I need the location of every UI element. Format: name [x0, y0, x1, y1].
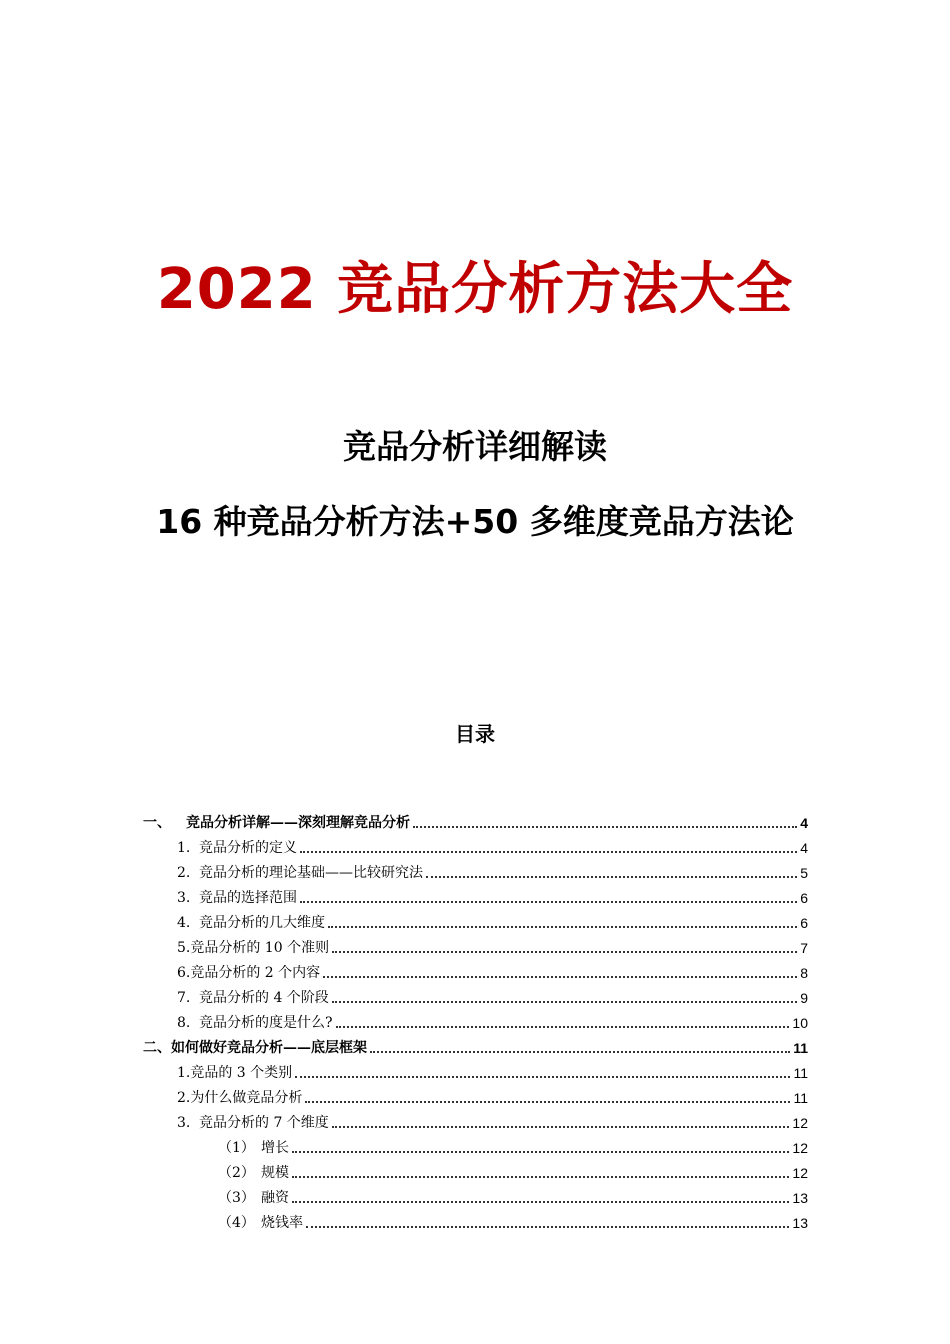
toc-entry[interactable] — [143, 1183, 808, 1208]
toc-leader-dots — [332, 1000, 797, 1003]
toc-leader-dots — [323, 975, 797, 978]
toc-leader-dots — [426, 875, 797, 878]
toc-entry-text: 二、如何做好竞品分析——底层框架 — [143, 1040, 367, 1056]
toc-entry-text: 融资 — [261, 1190, 289, 1206]
toc-entry[interactable] — [143, 983, 808, 1008]
subtitle-2: 16 种竞品分析方法+50 多维度竞品方法论 — [156, 502, 794, 541]
toc-entry-page: 5 — [800, 865, 808, 881]
toc-entry-number: 2. — [177, 865, 191, 881]
toc-entry-number: （4） — [218, 1215, 255, 1231]
toc-entry-page: 6 — [800, 890, 808, 906]
toc-entry-number: （1） — [218, 1140, 255, 1156]
toc-entry-text: 竞品分析的 7 个维度 — [199, 1115, 329, 1131]
toc-entry-number: （3） — [218, 1190, 255, 1206]
toc-leader-dots — [306, 1225, 789, 1228]
toc-leader-dots — [295, 1075, 790, 1078]
toc-entry-number: 一、 — [143, 815, 171, 831]
toc-entry[interactable] — [143, 1158, 808, 1183]
toc-leader-dots — [328, 925, 797, 928]
toc-entry[interactable] — [143, 958, 808, 983]
toc-leader-dots — [413, 825, 797, 828]
toc-leader-dots — [292, 1175, 789, 1178]
toc-entry[interactable] — [143, 1008, 808, 1033]
toc-entry-text: 竞品分析的度是什么? — [199, 1015, 333, 1031]
toc-entry-page: 4 — [800, 840, 808, 856]
toc-entry-text: 2.为什么做竞品分析 — [177, 1090, 303, 1106]
toc-entry-text: 竞品的选择范围 — [199, 890, 297, 906]
subtitle-1: 竞品分析详细解读 — [343, 427, 607, 466]
toc-entry[interactable] — [143, 1108, 808, 1133]
toc-entry[interactable] — [143, 933, 808, 958]
toc-entry-text: 规模 — [261, 1165, 289, 1181]
toc-entry[interactable] — [143, 1058, 808, 1083]
toc-entry-text: 竞品分析的定义 — [199, 840, 297, 856]
toc-entry[interactable] — [143, 1208, 808, 1233]
toc-leader-dots — [292, 1150, 789, 1153]
toc-entry-number: 1. — [177, 840, 191, 856]
toc-entry-page: 13 — [792, 1190, 808, 1206]
document-title: 2022 竞品分析方法大全 — [156, 257, 794, 322]
toc-entry[interactable] — [143, 1033, 808, 1058]
toc-leader-dots — [370, 1050, 790, 1053]
toc-leader-dots — [336, 1025, 790, 1028]
toc-leader-dots — [332, 1125, 790, 1128]
toc-entry-page: 9 — [800, 990, 808, 1006]
toc-entry-page: 11 — [793, 1065, 808, 1081]
toc-entry-page: 12 — [792, 1115, 808, 1131]
toc-entry[interactable] — [143, 1083, 808, 1108]
toc-entry-number: 4. — [177, 915, 191, 931]
toc-entry-text: 5.竞品分析的 10 个准则 — [177, 940, 330, 956]
toc-entry-number: 3. — [177, 1115, 191, 1131]
toc-heading: 目录 — [455, 722, 495, 746]
toc-entry-text: 竞品分析详解——深刻理解竞品分析 — [186, 815, 410, 831]
toc-entry-page: 11 — [793, 1040, 808, 1056]
toc-entry[interactable] — [143, 883, 808, 908]
toc-entry-text: 1.竞品的 3 个类别 — [177, 1065, 293, 1081]
toc-entry-number: 3. — [177, 890, 191, 906]
toc-leader-dots — [292, 1200, 789, 1203]
toc-entry-page: 7 — [800, 940, 808, 956]
table-of-contents — [143, 808, 808, 1233]
toc-entry-page: 13 — [792, 1215, 808, 1231]
toc-leader-dots — [300, 900, 797, 903]
toc-entry-text: 增长 — [261, 1140, 289, 1156]
toc-entry[interactable] — [143, 833, 808, 858]
toc-leader-dots — [300, 850, 797, 853]
toc-entry-page: 10 — [792, 1015, 808, 1031]
toc-entry[interactable] — [143, 858, 808, 883]
toc-entry-page: 12 — [792, 1165, 808, 1181]
toc-entry-page: 4 — [800, 815, 808, 831]
toc-entry-number: 7. — [177, 990, 191, 1006]
toc-entry-number: （2） — [218, 1165, 255, 1181]
toc-entry-page: 8 — [800, 965, 808, 981]
toc-entry[interactable] — [143, 808, 808, 833]
toc-entry-text: 烧钱率 — [261, 1215, 303, 1231]
toc-entry-number: 8. — [177, 1015, 191, 1031]
toc-entry-text: 竞品分析的 4 个阶段 — [199, 990, 329, 1006]
toc-entry[interactable] — [143, 1133, 808, 1158]
toc-entry-page: 12 — [792, 1140, 808, 1156]
toc-entry-page: 6 — [800, 915, 808, 931]
toc-entry[interactable] — [143, 908, 808, 933]
toc-entry-page: 11 — [793, 1090, 808, 1106]
toc-entry-text: 竞品分析的理论基础——比较研究法 — [199, 865, 423, 881]
toc-leader-dots — [332, 950, 797, 953]
toc-entry-text: 6.竞品分析的 2 个内容 — [177, 965, 321, 981]
toc-leader-dots — [305, 1100, 790, 1103]
toc-entry-text: 竞品分析的几大维度 — [199, 915, 325, 931]
